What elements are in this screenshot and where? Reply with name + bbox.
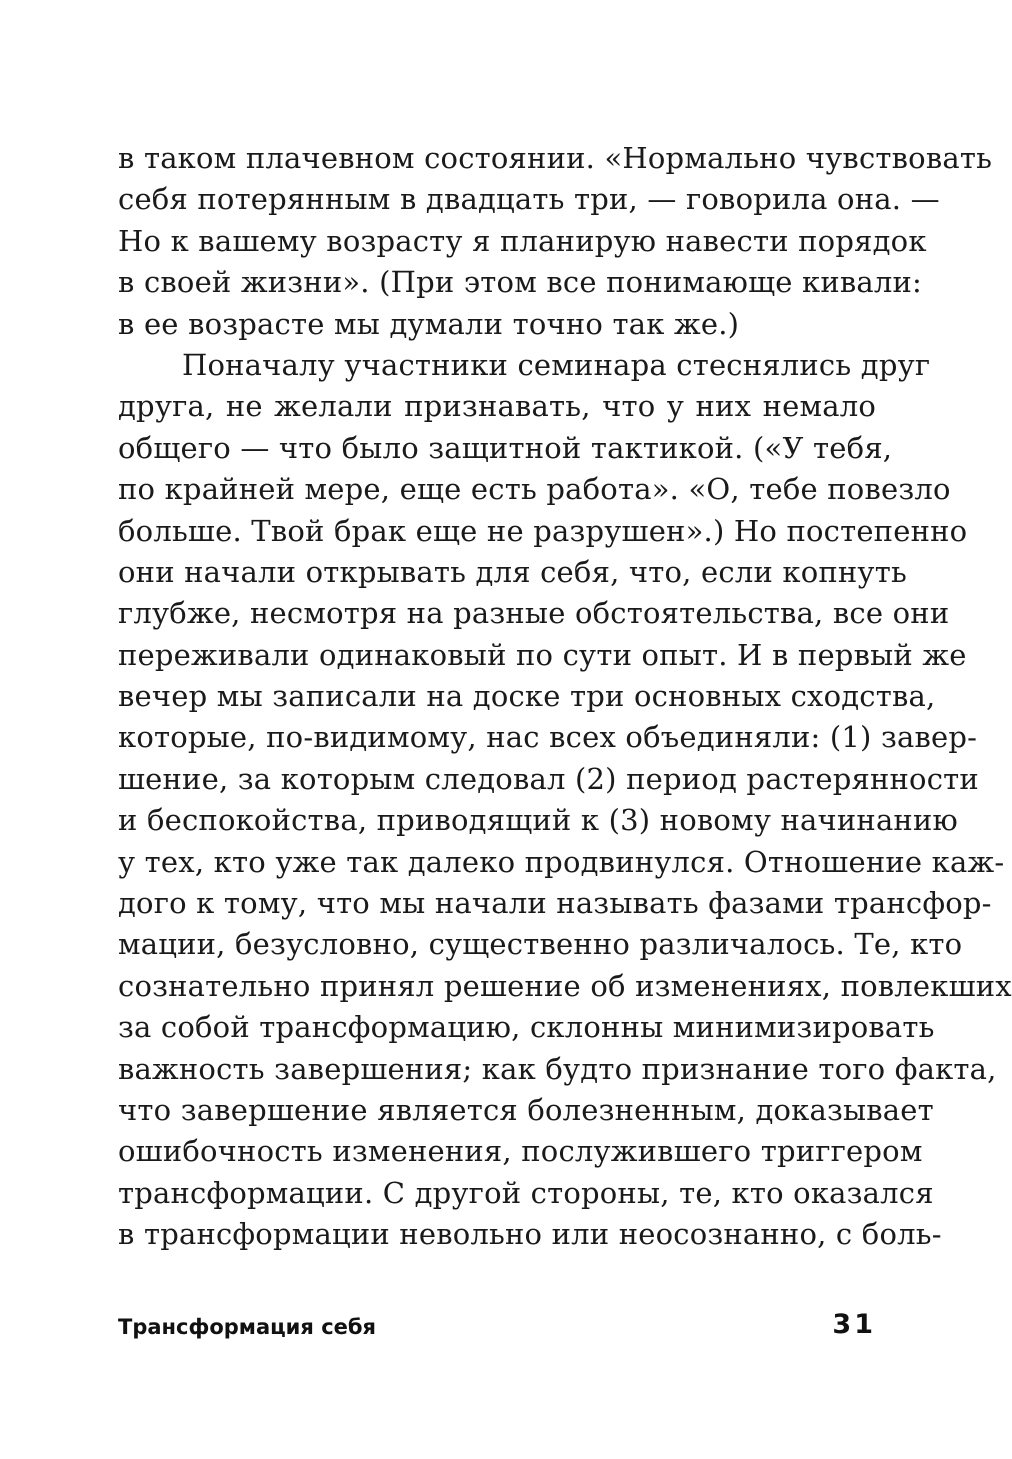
text-line: они начали открывать для себя, что, если копнуть	[118, 554, 907, 589]
text-line: друга, не желали признавать, что у них немало	[118, 389, 876, 424]
body-text	[118, 138, 1012, 1256]
text-line: трансформации. С другой стороны, те, кто оказался	[118, 1175, 934, 1210]
text-line: себя потерянным в двадцать три, — говорила она. —	[118, 182, 940, 217]
text-line: важность завершения; как будто признание того факта,	[118, 1051, 997, 1086]
text-line: глубже, несмотря на разные обстоятельства, все они	[118, 596, 950, 631]
text-line: в трансформации невольно или неосознанно, с боль-	[118, 1217, 942, 1252]
text-line: вечер мы записали на доске три основных сходства,	[118, 679, 936, 714]
text-line: в таком плачевном состоянии. «Нормально чувствовать	[118, 141, 993, 175]
text-line: и беспокойства, приводящий к (3) новому начинанию	[118, 803, 958, 838]
text-line: дого к тому, что мы начали называть фазами трансфор-	[118, 886, 992, 921]
text-line: в ее возрасте мы думали точно так же.)	[118, 306, 740, 341]
text-line: Но к вашему возрасту я планирую навести порядок	[118, 223, 927, 258]
text-line: что завершение является болезненным, доказывает	[118, 1092, 934, 1127]
text-line: за собой трансформацию, склонны минимизировать	[118, 1010, 935, 1045]
text-line: сознательно принял решение об изменениях, повлекших	[118, 968, 1012, 1003]
running-title: Трансформация себя	[118, 1315, 377, 1339]
paragraph-first-line: Поначалу участники семинара стеснялись друг	[182, 347, 931, 382]
page-footer	[118, 1309, 876, 1349]
text-line: переживали одинаковый по сути опыт. И в первый же	[118, 637, 967, 672]
text-line: у тех, кто уже так далеко продвинулся. Отношение каж-	[118, 844, 1005, 879]
text-line: ошибочность изменения, послужившего триггером	[118, 1134, 923, 1169]
text-line: больше. Твой брак еще не разрушен».) Но постепенно	[118, 513, 968, 548]
text-line: общего — что было защитной тактикой. («У тебя,	[118, 430, 893, 465]
text-line: шение, за которым следовал (2) период растерянности	[118, 761, 979, 796]
text-line: которые, по-видимому, нас всех объединяли: (1) завер-	[118, 720, 978, 755]
text-line: мации, безусловно, существенно различалось. Те, кто	[118, 927, 963, 962]
text-line: в своей жизни». (При этом все понимающе кивали:	[118, 265, 922, 300]
page-number: 31	[832, 1309, 876, 1340]
text-line: по крайней мере, еще есть работа». «О, тебе повезло	[118, 472, 951, 507]
